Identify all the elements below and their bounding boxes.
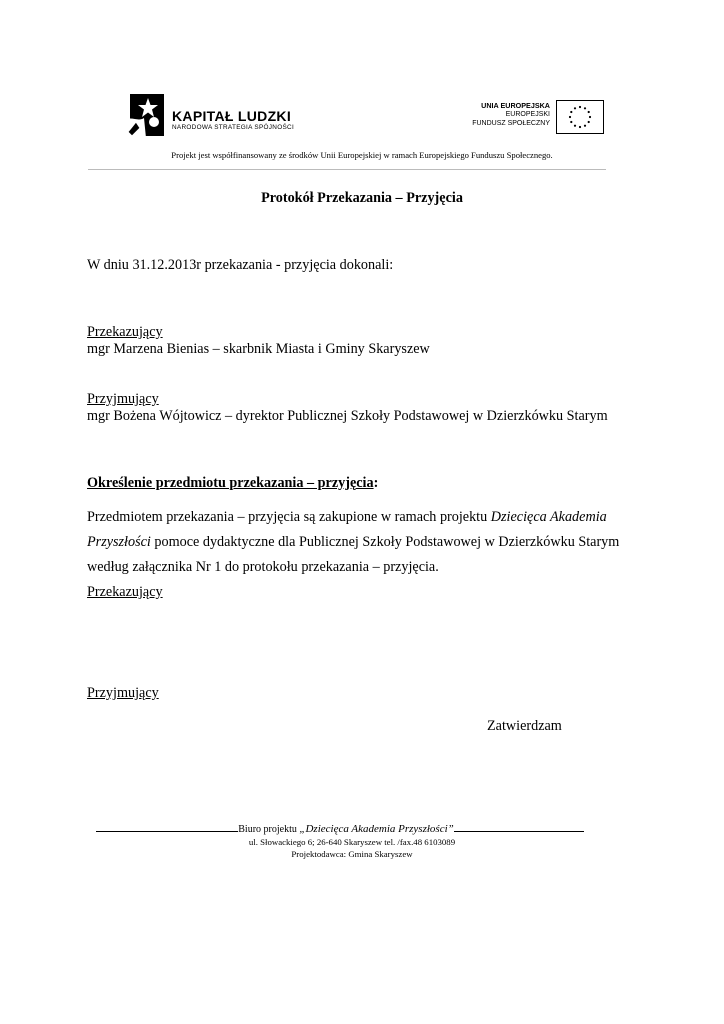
eu-flag-icon xyxy=(556,100,604,134)
eu-text-block xyxy=(448,101,550,128)
signature-transferor-label: Przekazujący xyxy=(87,584,163,600)
subject-line-1 xyxy=(87,509,607,526)
footer-promoter: Projektodawca: Gmina Skaryszew xyxy=(291,849,413,859)
subject-line-2-text: pomoce dydaktyczne dla Publicznej Szkoły Podstawowej w Dzierzkówku Starym xyxy=(150,534,620,550)
ue-line-2: EUROPEJSKI xyxy=(505,111,550,118)
document-title: Protokół Przekazania – Przyjęcia xyxy=(261,190,463,206)
kapital-ludzki-logo-icon xyxy=(124,92,168,138)
cofinancing-note: Projekt jest współfinansowany ze środków Unii Europejskiej w ramach Europejskiego Funduszu Społecznego. xyxy=(171,150,553,160)
transferor-name: mgr Marzena Bienias – skarbnik Miasta i Gminy Skaryszew xyxy=(87,341,430,357)
ue-line-1: UNIA EUROPEJSKA xyxy=(481,101,550,110)
subject-heading-text: Określenie przedmiotu przekazania – przyjęcia xyxy=(87,475,374,491)
subject-line-2 xyxy=(87,534,619,551)
subject-line-3: według załącznika Nr 1 do protokołu przekazania – przyjęcia. xyxy=(87,559,439,575)
footer-office-line xyxy=(88,823,592,835)
approval-label: Zatwierdzam xyxy=(487,718,562,734)
date-line: W dniu 31.12.2013r przekazania - przyjęcia dokonali: xyxy=(87,257,394,273)
footer-project-name: „Dziecięca Akademia Przyszłości” xyxy=(299,823,454,835)
subject-line-1-text: Przedmiotem przekazania – przyjęcia są zakupione w ramach projektu xyxy=(87,509,491,525)
transferor-label: Przekazujący xyxy=(87,324,163,340)
project-name-part1: Dziecięca Akademia xyxy=(490,509,607,525)
header-divider xyxy=(88,169,606,170)
recipient-label: Przyjmujący xyxy=(87,391,159,407)
signature-recipient-label: Przyjmujący xyxy=(87,685,159,701)
footer-office-prefix: Biuro projektu xyxy=(238,824,300,835)
footer-rule-left xyxy=(96,830,238,832)
project-name-part2: Przyszłości xyxy=(87,534,151,550)
logo-subtitle: NARODOWA STRATEGIA SPÓJNOŚCI xyxy=(172,124,295,131)
subject-heading-colon: : xyxy=(373,475,379,491)
footer-address: ul. Słowackiego 6; 26-640 Skaryszew tel. /fax.48 6103089 xyxy=(248,837,456,847)
footer-rule-right xyxy=(454,830,584,832)
subject-heading xyxy=(87,475,378,492)
recipient-name: mgr Bożena Wójtowicz – dyrektor Publicznej Szkoły Podstawowej w Dzierzkówku Starym xyxy=(87,408,608,424)
logo-title: KAPITAŁ LUDZKI xyxy=(172,108,292,124)
ue-line-3: FUNDUSZ SPOŁECZNY xyxy=(472,120,550,127)
